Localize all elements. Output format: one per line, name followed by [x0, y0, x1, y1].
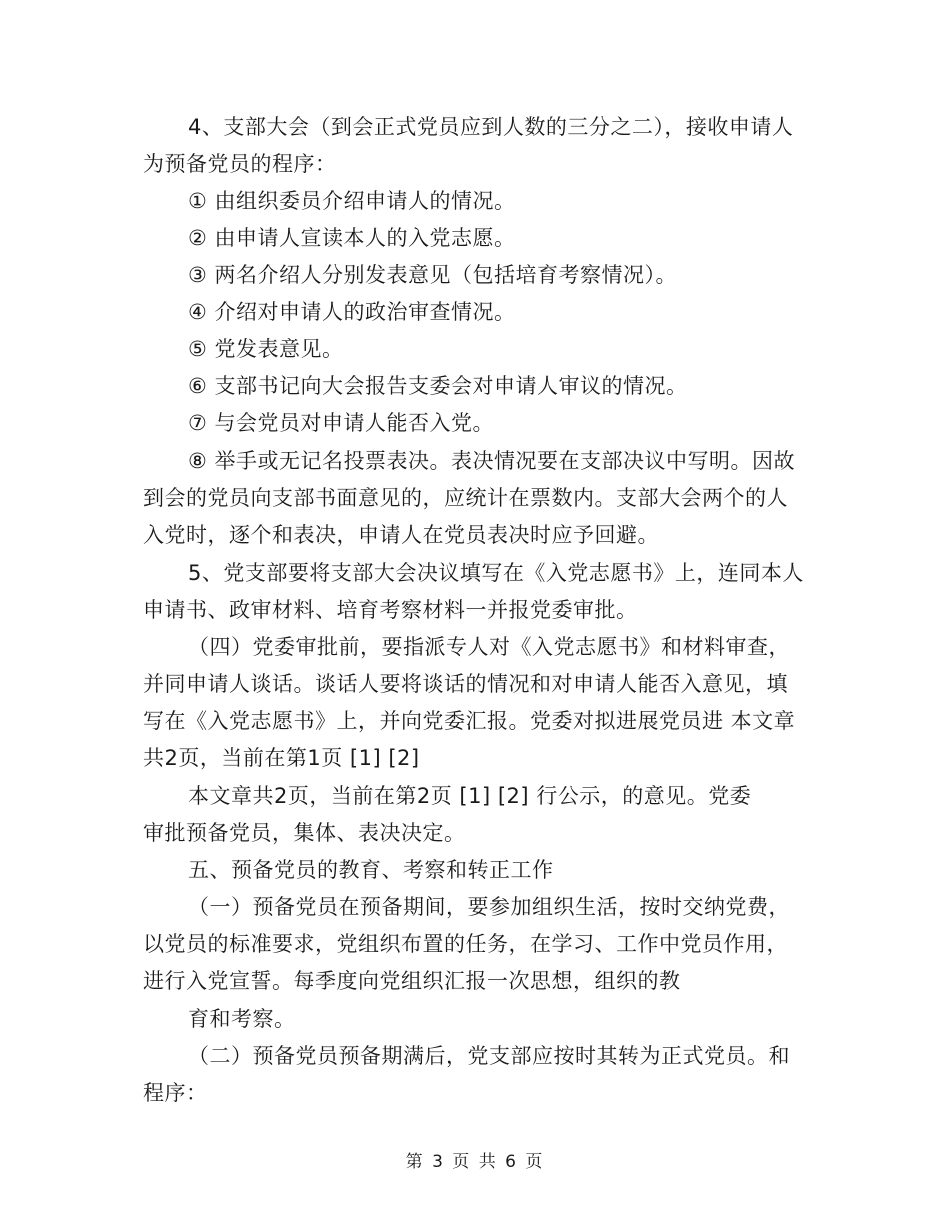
text-line: ③ 两名介绍人分别发表意见（包括培育考察情况）。 — [188, 263, 677, 287]
text-line: 本文章共2页，当前在第2页 [1] [2] 行公示，的意见。党委 — [188, 784, 752, 808]
page-number-footer: 第 3 页 共 6 页 — [405, 1152, 545, 1172]
text-line: 4、支部大会（到会正式党员应到人数的三分之二），接收申请人 — [188, 115, 794, 139]
text-line: 审批预备党员，集体、表决决定。 — [143, 821, 466, 845]
section-heading: 五、预备党员的教育、考察和转正工作 — [188, 858, 554, 882]
text-line: 写在《入党志愿书》上，并向党委汇报。党委对拟进展党员进 本文章 — [143, 709, 796, 733]
text-line: 申请书、政审材料、培育考察材料一并报党委审批。 — [143, 598, 638, 622]
text-line: ② 由申请人宣读本人的入党志愿。 — [188, 226, 516, 250]
text-line: （四）党委审批前，要指派专人对《入党志愿书》和材料审查， — [188, 635, 790, 659]
text-line: ④ 介绍对申请人的政治审查情况。 — [188, 300, 516, 324]
text-line: 进行入党宣誓。每季度向党组织汇报一次思想，组织的教 — [143, 969, 681, 993]
text-line: ⑥ 支部书记向大会报告支委会对申请人审议的情况。 — [188, 374, 688, 398]
text-line: ⑧ 举手或无记名投票表决。表决情况要在支部决议中写明。因故 — [188, 449, 795, 473]
text-line: ⑤ 党发表意见。 — [188, 337, 344, 361]
text-line: 育和考察。 — [188, 1007, 296, 1031]
text-line: 以党员的标准要求，党组织布置的任务，在学习、工作中党员作用， — [143, 932, 788, 956]
text-line: 并同申请人谈话。谈话人要将谈话的情况和对申请人能否入意见，填 — [143, 672, 788, 696]
text-line: 程序： — [143, 1081, 208, 1105]
text-line: 为预备党员的程序： — [143, 152, 337, 176]
text-line: ① 由组织委员介绍申请人的情况。 — [188, 189, 516, 213]
text-line: （二）预备党员预备期满后，党支部应按时其转为正式党员。和 — [188, 1044, 790, 1068]
text-line: （一）预备党员在预备期间，要参加组织生活，按时交纳党费， — [188, 895, 790, 919]
text-line: 入党时，逐个和表决，申请人在党员表决时应予回避。 — [143, 523, 659, 547]
text-line: 到会的党员向支部书面意见的，应统计在票数内。支部大会两个的人 — [143, 486, 788, 510]
text-line: 共2页，当前在第1页 [1] [2] — [143, 746, 420, 770]
text-line: ⑦ 与会党员对申请人能否入党。 — [188, 411, 495, 435]
text-line: 5、党支部要将支部大会决议填写在《入党志愿书》上，连同本人 — [188, 561, 804, 585]
